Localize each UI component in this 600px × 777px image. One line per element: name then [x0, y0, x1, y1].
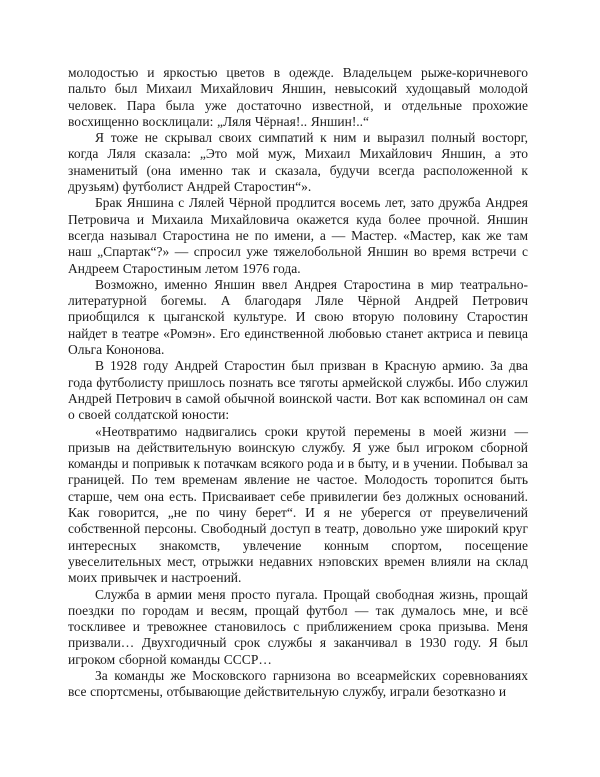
paragraph: Я тоже не скрывал своих симпатий к ним и выразил полный восторг, когда Ляля сказала: „Это мой муж, Михаил Михайлович Яншин, а это знаменитый (она именно так и сказала, будучи всегда расположенной к друзьям) футболист Андрей Старостин“». — [68, 130, 528, 195]
text-column — [68, 65, 528, 701]
paragraph: Служба в армии меня просто пугала. Прощай свободная жизнь, прощай поездки по городам и весям, прощай футбол — так думалось мне, и всё тоскливее и тревожнее становилось с приближением срока призыва. Меня призвали… Двухгодичный срок службы я заканчивал в 1930 году. Я был игроком сборной команды СССР… — [68, 586, 528, 667]
paragraph: Брак Яншина с Лялей Чёрной продлится восемь лет, зато дружба Андрея Петровича и Михаила Михайловича окажется куда более прочной. Яншин всегда называл Старостина не по имени, а — Мастер. «Мастер, как же там наш „Спартак“?» — спросил уже тяжелобольной Яншин во время встречи с Андреем Старостиным летом 1976 года. — [68, 195, 528, 276]
paragraph: Возможно, именно Яншин ввел Андрея Старостина в мир театрально-литературной богемы. А благодаря Ляле Чёрной Андрей Петрович приобщился к цыганской культуре. И свою вторую половину Старостин найдет в театре «Ромэн». Его единственной любовью станет актриса и певица Ольга Кононова. — [68, 276, 528, 358]
paragraph: молодостью и яркостью цветов в одежде. Владельцем рыже-коричневого пальто был Михаил Михайлович Яншин, невысокий худощавый молодой человек. Пара была уже достаточно известной, и отдельные прохожие восхищенно восклицали: „Ляля Чёрная!.. Яншин!..“ — [68, 65, 528, 129]
paragraph: В 1928 году Андрей Старостин был призван в Красную армию. За два года футболисту пришлось познать все тяготы армейской службы. Ибо служил Андрей Петрович в самой обычной воинской части. Вот как вспоминал он сам о своей солдатской юности: — [68, 358, 528, 423]
paragraph: За команды же Московского гарнизона во всеармейских соревнованиях все спортсмены, отбывающие действительную службу, играли безотказно и — [68, 667, 528, 700]
paragraph: «Неотвратимо надвигались сроки крутой перемены в моей жизни — призыв на действительную воинскую службу. Я уже был игроком сборной команды и попривык к потачкам всякого рода и в быту, и в учении. Побывал за границей. По тем временам явление не частое. Молодость торопится быть старше, чем она есть. Присваивает себе привилегии без должных оснований. Как говорится, „не по чину берет“. И я не уберегся от преувеличений собственной персоны. Свободный доступ в театр, довольно уже широкий круг интересных знакомств, увлечение конным спортом, посещение увеселительных мест, отрыжки недавних нэповских времен влияли на склад моих привычек и настроений. — [68, 423, 528, 586]
